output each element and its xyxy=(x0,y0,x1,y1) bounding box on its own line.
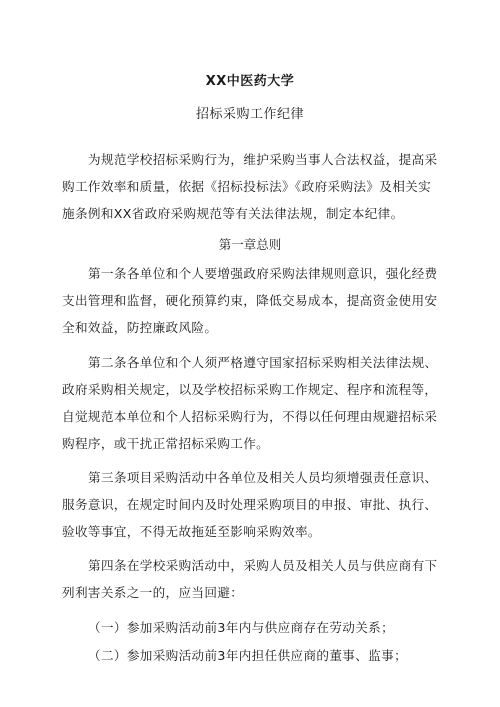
list-item: （二）参加采购活动前3年内担任供应商的董事、监事； xyxy=(88,648,408,663)
article-line: 全和效益，防控廉政风险。 xyxy=(62,320,218,335)
intro-line: 施条例和XX省政府采购规范等有关法律法规，制定本纪律。 xyxy=(62,206,404,221)
document-subtitle: 招标采购工作纪律 xyxy=(195,107,304,122)
article-line: 服务意识，在规定时间内及时处理采购项目的申报、审批、执行、 xyxy=(62,497,438,512)
article-line: 购程序，或干扰正常招标采购工作。 xyxy=(62,436,270,451)
article-line: 第四条在学校采购活动中，采购人员及相关人员与供应商有下 xyxy=(88,558,438,573)
list-item: （一）参加采购活动前3年内与供应商存在劳动关系； xyxy=(88,620,395,635)
article-line: 自觉规范本单位和个人招标采购行为，不得以任何理由规避招标采 xyxy=(62,409,438,424)
article-line: 支出管理和监督，硬化预算约束，降低交易成本，提高资金使用安 xyxy=(62,293,438,308)
chapter-heading: 第一章总则 xyxy=(218,237,282,252)
article-line: 政府采购相关规定，以及学校招标采购工作规定、程序和流程等， xyxy=(62,382,438,397)
intro-line: 为规范学校招标采购行为，维护采购当事人合法权益，提高采 xyxy=(88,152,438,167)
article-line: 验收等事宜，不得无故拖延至影响采购效率。 xyxy=(62,524,321,539)
article-line: 第三条项目采购活动中各单位及相关人员均须增强责任意识、 xyxy=(88,470,438,485)
article-line: 第二条各单位和个人须严格遵守国家招标采购相关法律法规、 xyxy=(88,355,438,370)
article-line: 列利害关系之一的，应当回避： xyxy=(62,585,244,600)
article-line: 第一条各单位和个人要增强政府采购法律规则意识，强化经费 xyxy=(88,266,438,281)
intro-line: 购工作效率和质量，依据《招标投标法》《政府采购法》及相关实 xyxy=(62,179,432,194)
document-title: XX中医药大学 xyxy=(205,74,295,89)
